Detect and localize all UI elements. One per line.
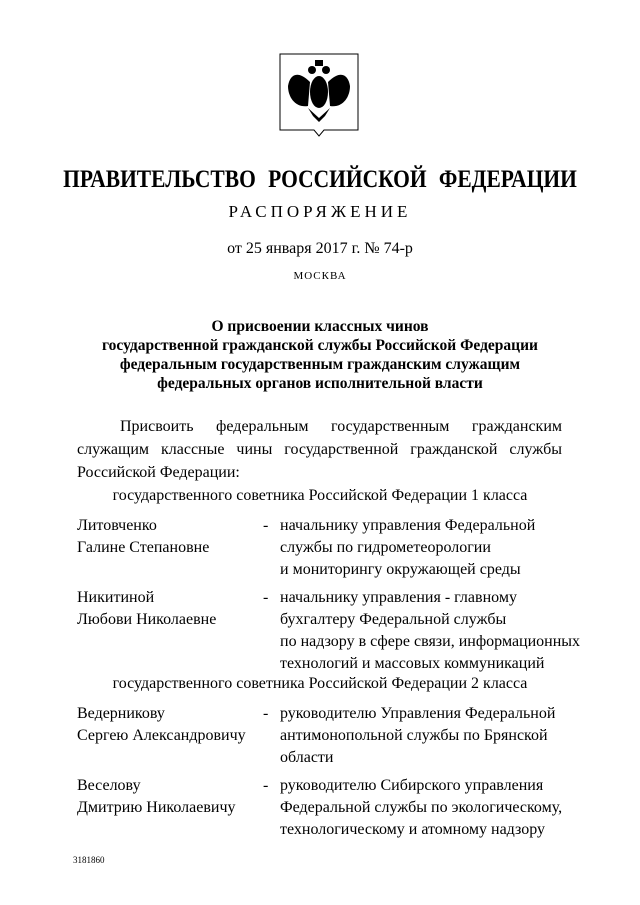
- subject-line: государственной гражданской службы Российской Федерации: [102, 337, 538, 354]
- city: МОСКВА: [293, 270, 347, 282]
- position-line: технологическому и атомному надзору: [280, 821, 546, 838]
- surname: Никитиной: [77, 589, 155, 606]
- position-line: антимонопольной службы по Брянской: [280, 727, 548, 744]
- given-names: Галине Степановне: [77, 539, 210, 556]
- position-line: руководителю Сибирского управления: [280, 777, 544, 794]
- date-number: от 25 января 2017 г. № 74-р: [227, 240, 413, 257]
- position-line: и мониторингу окружающей среды: [280, 561, 521, 578]
- dash: -: [263, 517, 269, 534]
- given-names: Дмитрию Николаевичу: [77, 799, 236, 816]
- subject-line: федеральных органов исполнительной власти: [157, 375, 483, 392]
- position-line: технологий и массовых коммуникаций: [280, 655, 545, 672]
- position-line: области: [280, 749, 334, 766]
- position-line: начальнику управления Федеральной: [280, 517, 536, 534]
- intro-paragraph: Присвоить федеральным государственным гражданским служащим классные чины государственной гражданской службы Российской Федерации:: [77, 418, 562, 481]
- surname: Веселову: [77, 777, 141, 794]
- dash: -: [263, 777, 269, 794]
- subject-line: федеральным государственным гражданским служащим: [119, 356, 521, 373]
- section-title: государственного советника Российской Федерации 2 класса: [112, 675, 528, 692]
- position-line: по надзору в сфере связи, информационных: [280, 633, 581, 650]
- government-title: ПРАВИТЕЛЬСТВО РОССИЙСКОЙ ФЕДЕРАЦИИ: [63, 166, 577, 193]
- section-title: государственного советника Российской Федерации 1 класса: [112, 487, 528, 504]
- position-line: службы по гидрометеорологии: [280, 539, 491, 556]
- surname: Литовченко: [77, 517, 157, 534]
- position-line: начальнику управления - главному: [280, 589, 517, 606]
- dash: -: [263, 589, 269, 606]
- position-line: руководителю Управления Федеральной: [280, 705, 556, 722]
- position-line: бухгалтеру Федеральной службы: [280, 611, 507, 628]
- dash: -: [263, 705, 269, 722]
- subject-line: О присвоении классных чинов: [211, 318, 429, 335]
- document-type: РАСПОРЯЖЕНИЕ: [228, 202, 412, 221]
- document-code: 3181860: [73, 855, 105, 865]
- position-line: Федеральной службы по экологическому,: [280, 799, 563, 816]
- given-names: Любови Николаевне: [77, 611, 217, 628]
- given-names: Сергею Александровичу: [77, 727, 246, 744]
- surname: Ведерникову: [77, 705, 165, 722]
- coat-of-arms-emblem: [278, 52, 360, 148]
- subject-heading: [0, 317, 640, 393]
